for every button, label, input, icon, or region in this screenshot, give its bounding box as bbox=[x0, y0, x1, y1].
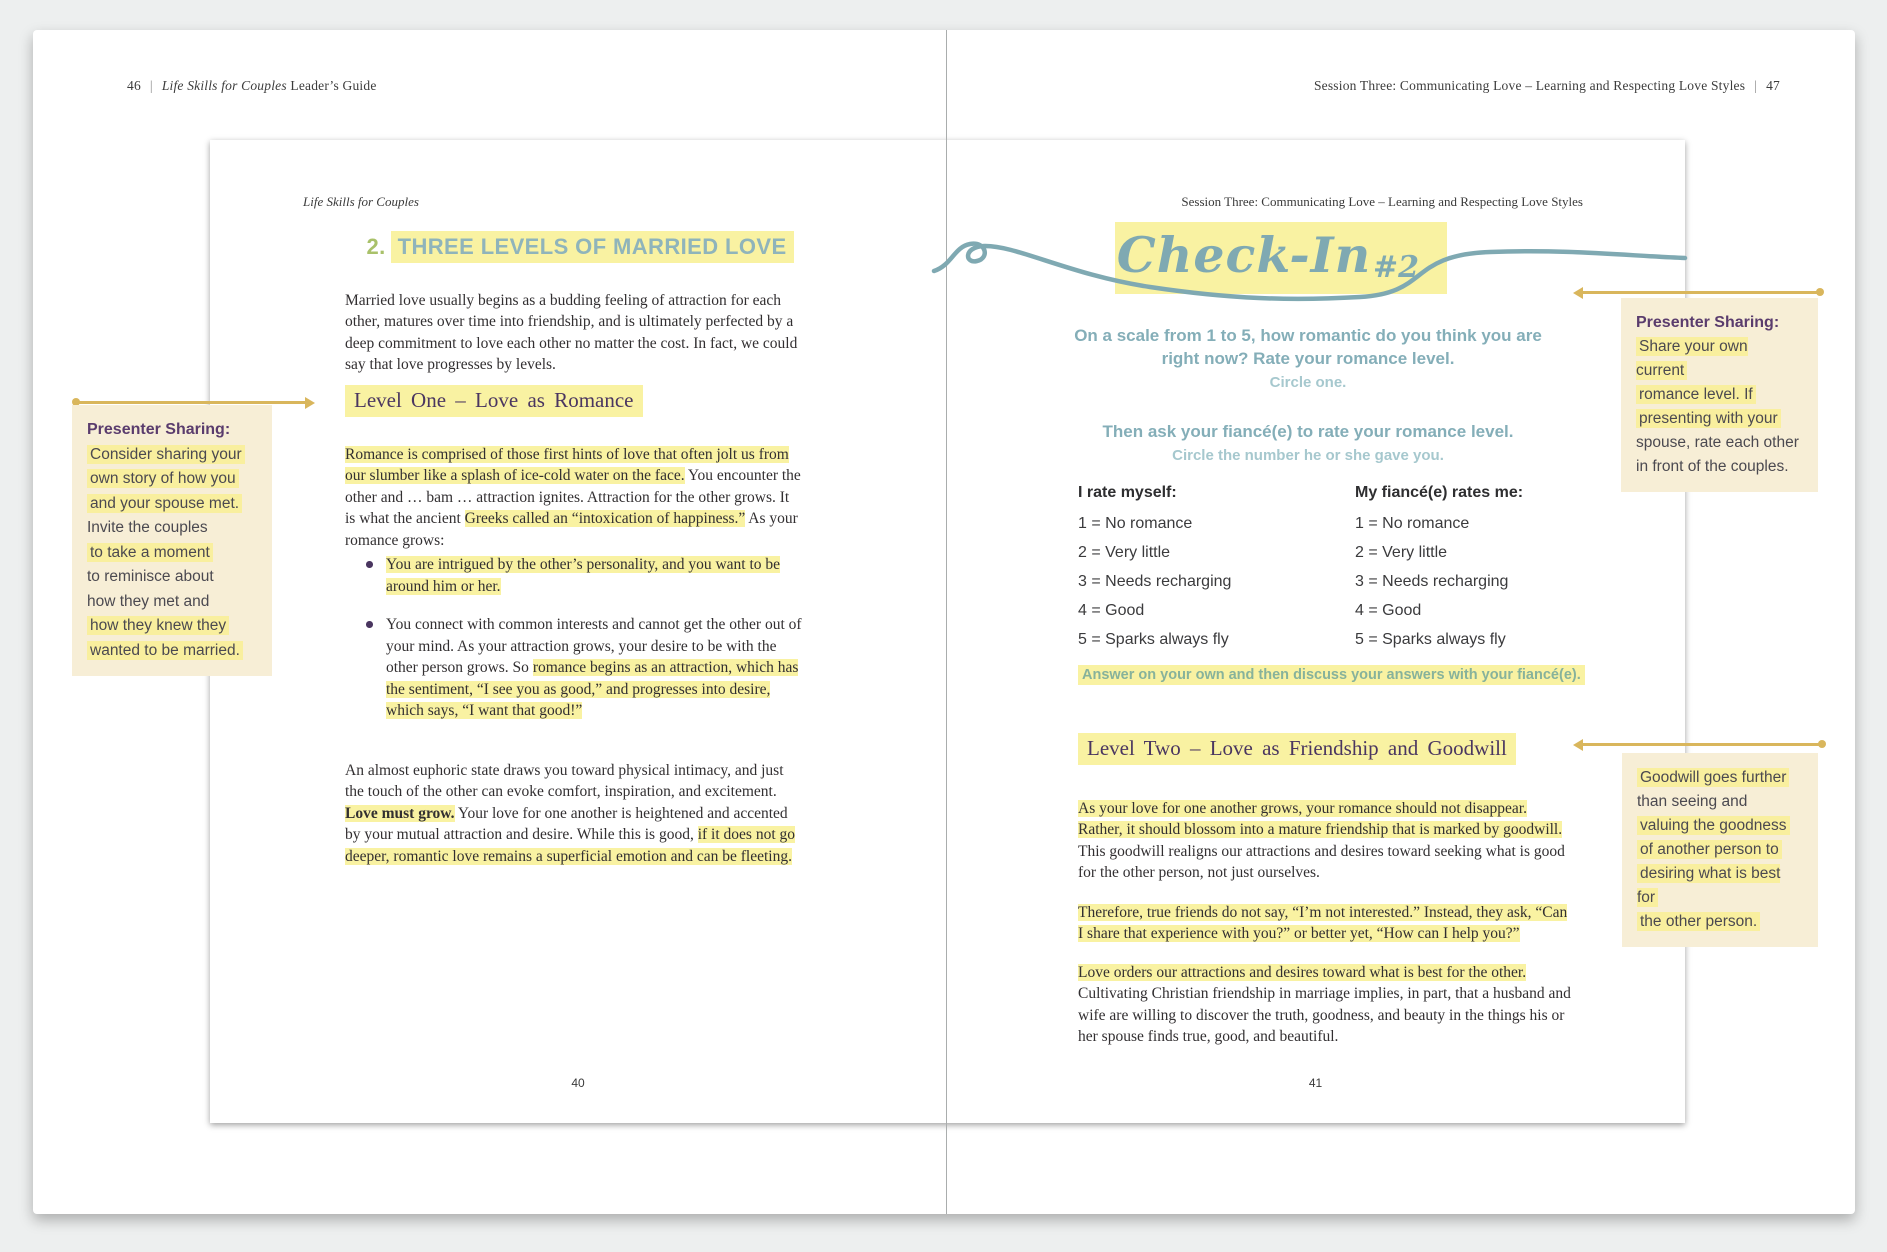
question-instruction: Circle one. bbox=[1269, 374, 1347, 391]
outer-header-right bbox=[1314, 78, 1780, 94]
arrow-head-icon bbox=[305, 397, 315, 409]
section-number: 2. bbox=[366, 234, 386, 259]
note-heading: Presenter Sharing: bbox=[87, 421, 231, 438]
rating-item: 5 = Sparks always fly bbox=[1355, 631, 1506, 648]
rating-item: 2 = Very little bbox=[1078, 544, 1171, 561]
growth-paragraph: As your love for one another grows, your romance should not disappear. Rather, it should blossom into a mature friendship that is marked by goodwill. This goodwill realigns our attractions and desires toward seeking what is good for the other person, not just ourselves. bbox=[1078, 799, 1565, 881]
answer-instruction: Answer on your own and then discuss your answers with your fiancé(e). bbox=[1078, 667, 1585, 683]
outer-header-left bbox=[127, 78, 377, 94]
bullet-dot-icon bbox=[366, 621, 373, 628]
header-separator: | bbox=[1754, 78, 1758, 93]
bullet-text: You are intrigued by the other’s personality, and you want to be around him or her. bbox=[386, 556, 781, 595]
note-body: Consider sharing your own story of how you and your spouse met. Invite the couples to take a moment to reminisce about how they met and how they knew they wanted to be married. bbox=[87, 443, 257, 664]
rating-item: 1 = No romance bbox=[1078, 515, 1193, 532]
question-instruction: Circle the number he or she gave you. bbox=[1172, 447, 1444, 464]
book-spread bbox=[33, 30, 1855, 1214]
session-title: Session Three: Communicating Love – Learning and Respecting Love Styles bbox=[1313, 78, 1746, 93]
checkin-number: #2 bbox=[1373, 250, 1420, 285]
euphoric-paragraph: An almost euphoric state draws you toward physical intimacy, and just the touch of the other can evoke comfort, inspiration, and excitement. Love must grow. Your love for one another is heightened and accented by your mutual attraction and desire. While this is good, if it does not go deeper, romantic love remains a superficial emotion and can be fleeting. bbox=[345, 761, 796, 865]
intro-paragraph: Married love usually begins as a budding feeling of attraction for each other, matures over time into friendship, and is ultimately perfected by a deep commitment to love each other no matter the cost. In fact, we could say that love progresses by levels. bbox=[345, 291, 798, 373]
checkin-script-title: Check-In bbox=[1116, 226, 1372, 284]
rating-item: 3 = Needs recharging bbox=[1078, 573, 1232, 590]
arrow-dot bbox=[1816, 288, 1824, 296]
outer-page-number-right: 47 bbox=[1766, 78, 1780, 93]
note-heading: Presenter Sharing: bbox=[1636, 314, 1780, 331]
bullet-dot-icon bbox=[366, 561, 373, 568]
rating-item: 5 = Sparks always fly bbox=[1078, 631, 1229, 648]
rating-item: 4 = Good bbox=[1355, 602, 1422, 619]
bullet-item bbox=[365, 554, 802, 597]
question-text: On a scale from 1 to 5, how romantic do you think you are right now? Rate your romance level. bbox=[1074, 326, 1542, 368]
presenter-note-left bbox=[72, 405, 272, 676]
bullet-item bbox=[365, 614, 802, 722]
arrow-head-icon bbox=[1573, 739, 1583, 751]
book-spine bbox=[946, 30, 947, 1214]
rating-item: 4 = Good bbox=[1078, 602, 1145, 619]
arrow-dot bbox=[1818, 740, 1826, 748]
rating-item: 1 = No romance bbox=[1355, 515, 1470, 532]
participant-book-card bbox=[210, 140, 1685, 1123]
note-body: Goodwill goes further than seeing and valuing the goodness of another person to desiring what is best for the other person. bbox=[1637, 766, 1803, 934]
section-title bbox=[345, 234, 815, 260]
bullet-text: You connect with common interests and cannot get the other out of your mind. As your attraction grows, your desire to be with the other person grows. So romance begins as an attraction, which has the sentiment, “I see you as good,” and progresses into desire, which says, “I want that good!” bbox=[386, 616, 802, 719]
goodwill-note-right-bottom bbox=[1622, 753, 1818, 947]
bullet-list bbox=[365, 554, 802, 739]
friends-paragraph: Therefore, true friends do not say, “I’m not interested.” Instead, they ask, “Can I share that experience with you?” or better yet, “How can I help you?” bbox=[1078, 903, 1568, 942]
book-title: Life Skills for Couples bbox=[161, 78, 287, 93]
rating-item: 2 = Very little bbox=[1355, 544, 1448, 561]
inner-running-head-left: Life Skills for Couples bbox=[303, 194, 419, 209]
book-subtitle: Leader’s Guide bbox=[290, 78, 377, 93]
pointer-arrow-left-note bbox=[74, 401, 306, 404]
section-title-text: THREE LEVELS OF MARRIED LOVE bbox=[391, 231, 794, 263]
inner-running-head-right: Session Three: Communicating Love – Learning and Respecting Love Styles bbox=[1181, 194, 1583, 209]
pointer-arrow-right-bottom-note bbox=[1582, 743, 1824, 746]
orders-paragraph: Love orders our attractions and desires toward what is best for the other. Cultivating Christian friendship in marriage implies, in part, that a husband and wife are willing to discover the truth, goodness, and beauty in the things his or her spouse finds true, good, and beautiful. bbox=[1078, 963, 1571, 1045]
header-separator: | bbox=[149, 78, 153, 93]
note-body: Share your own current romance level. If presenting with your spouse, rate each other in front of the couples. bbox=[1636, 338, 1799, 475]
romance-paragraph: Romance is comprised of those first hints of love that often jolt us from our slumber like a splash of ice-cold water on the face. You encounter the other and … bam … attraction ignites. Attraction for the other grows. It is what the ancient Greeks called an “intoxication of happiness.” As your romance grows: bbox=[345, 445, 801, 549]
rating-column-self bbox=[1078, 478, 1231, 654]
outer-page-number-left: 46 bbox=[127, 78, 141, 93]
inner-page-number-right: 41 bbox=[1308, 1076, 1323, 1090]
rating-header-fiance: My fiancé(e) rates me: bbox=[1355, 484, 1524, 501]
rating-column-fiance bbox=[1355, 478, 1523, 654]
question-text: Then ask your fiancé(e) to rate your romance level. bbox=[1102, 422, 1514, 441]
level-one-heading: Level One – Love as Romance bbox=[345, 388, 643, 413]
level-two-heading: Level Two – Love as Friendship and Goodwill bbox=[1078, 736, 1516, 761]
checkin-question-2 bbox=[1058, 420, 1558, 464]
rating-header-self: I rate myself: bbox=[1078, 484, 1177, 501]
rating-item: 3 = Needs recharging bbox=[1355, 573, 1509, 590]
inner-page-number-left: 40 bbox=[571, 1076, 585, 1090]
